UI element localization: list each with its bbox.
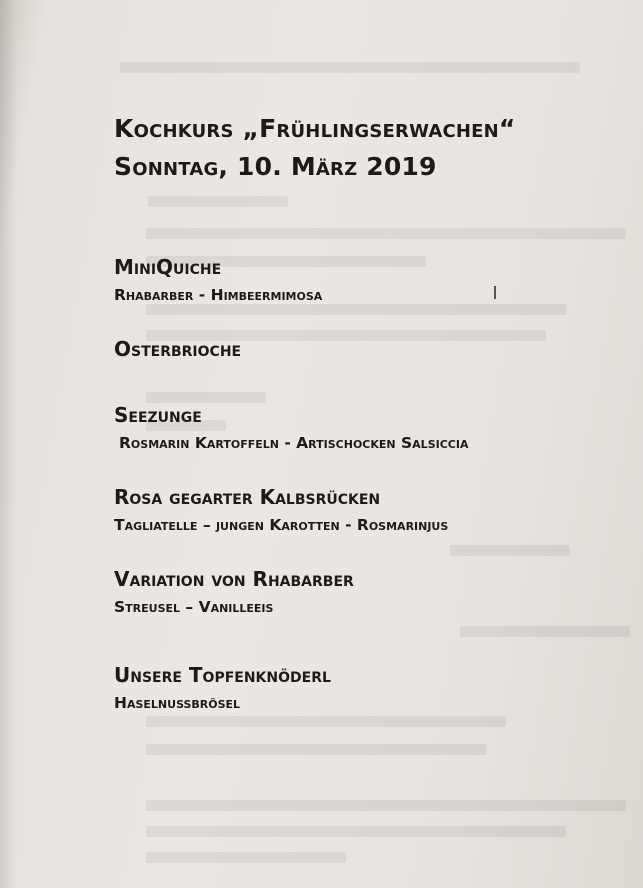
menu-content <box>114 110 614 744</box>
menu-header <box>114 110 614 186</box>
course-6 <box>114 662 614 714</box>
menu-date: Sonntag, 10. März 2019 <box>114 152 437 181</box>
dish-name: Variation von Rhabarber <box>114 567 354 591</box>
dish-sides: Streusel – Vanilleeis <box>114 598 274 616</box>
course-1 <box>114 254 614 306</box>
menu-title: Kochkurs „Frühlingserwachen“ <box>114 114 516 143</box>
course-4 <box>114 484 614 536</box>
course-5 <box>114 566 614 618</box>
course-2 <box>114 336 614 362</box>
dish-name: Unsere Topfenknöderl <box>114 663 331 687</box>
dish-name: Rosa gegarter Kalbsrücken <box>114 485 381 509</box>
dish-name: Osterbrioche <box>114 337 242 361</box>
dish-sides: Haselnussbrösel <box>114 694 241 712</box>
dish-name: Seezunge <box>114 403 202 427</box>
course-3 <box>114 402 614 454</box>
dish-sides: Rosmarin Kartoffeln - Artischocken Salsiccia <box>119 434 469 452</box>
dish-sides: Rhabarber - Himbeermimosa <box>114 286 323 304</box>
dish-name: MiniQuiche <box>114 255 222 279</box>
dish-sides: Tagliatelle – jungen Karotten - Rosmarinjus <box>114 516 449 534</box>
